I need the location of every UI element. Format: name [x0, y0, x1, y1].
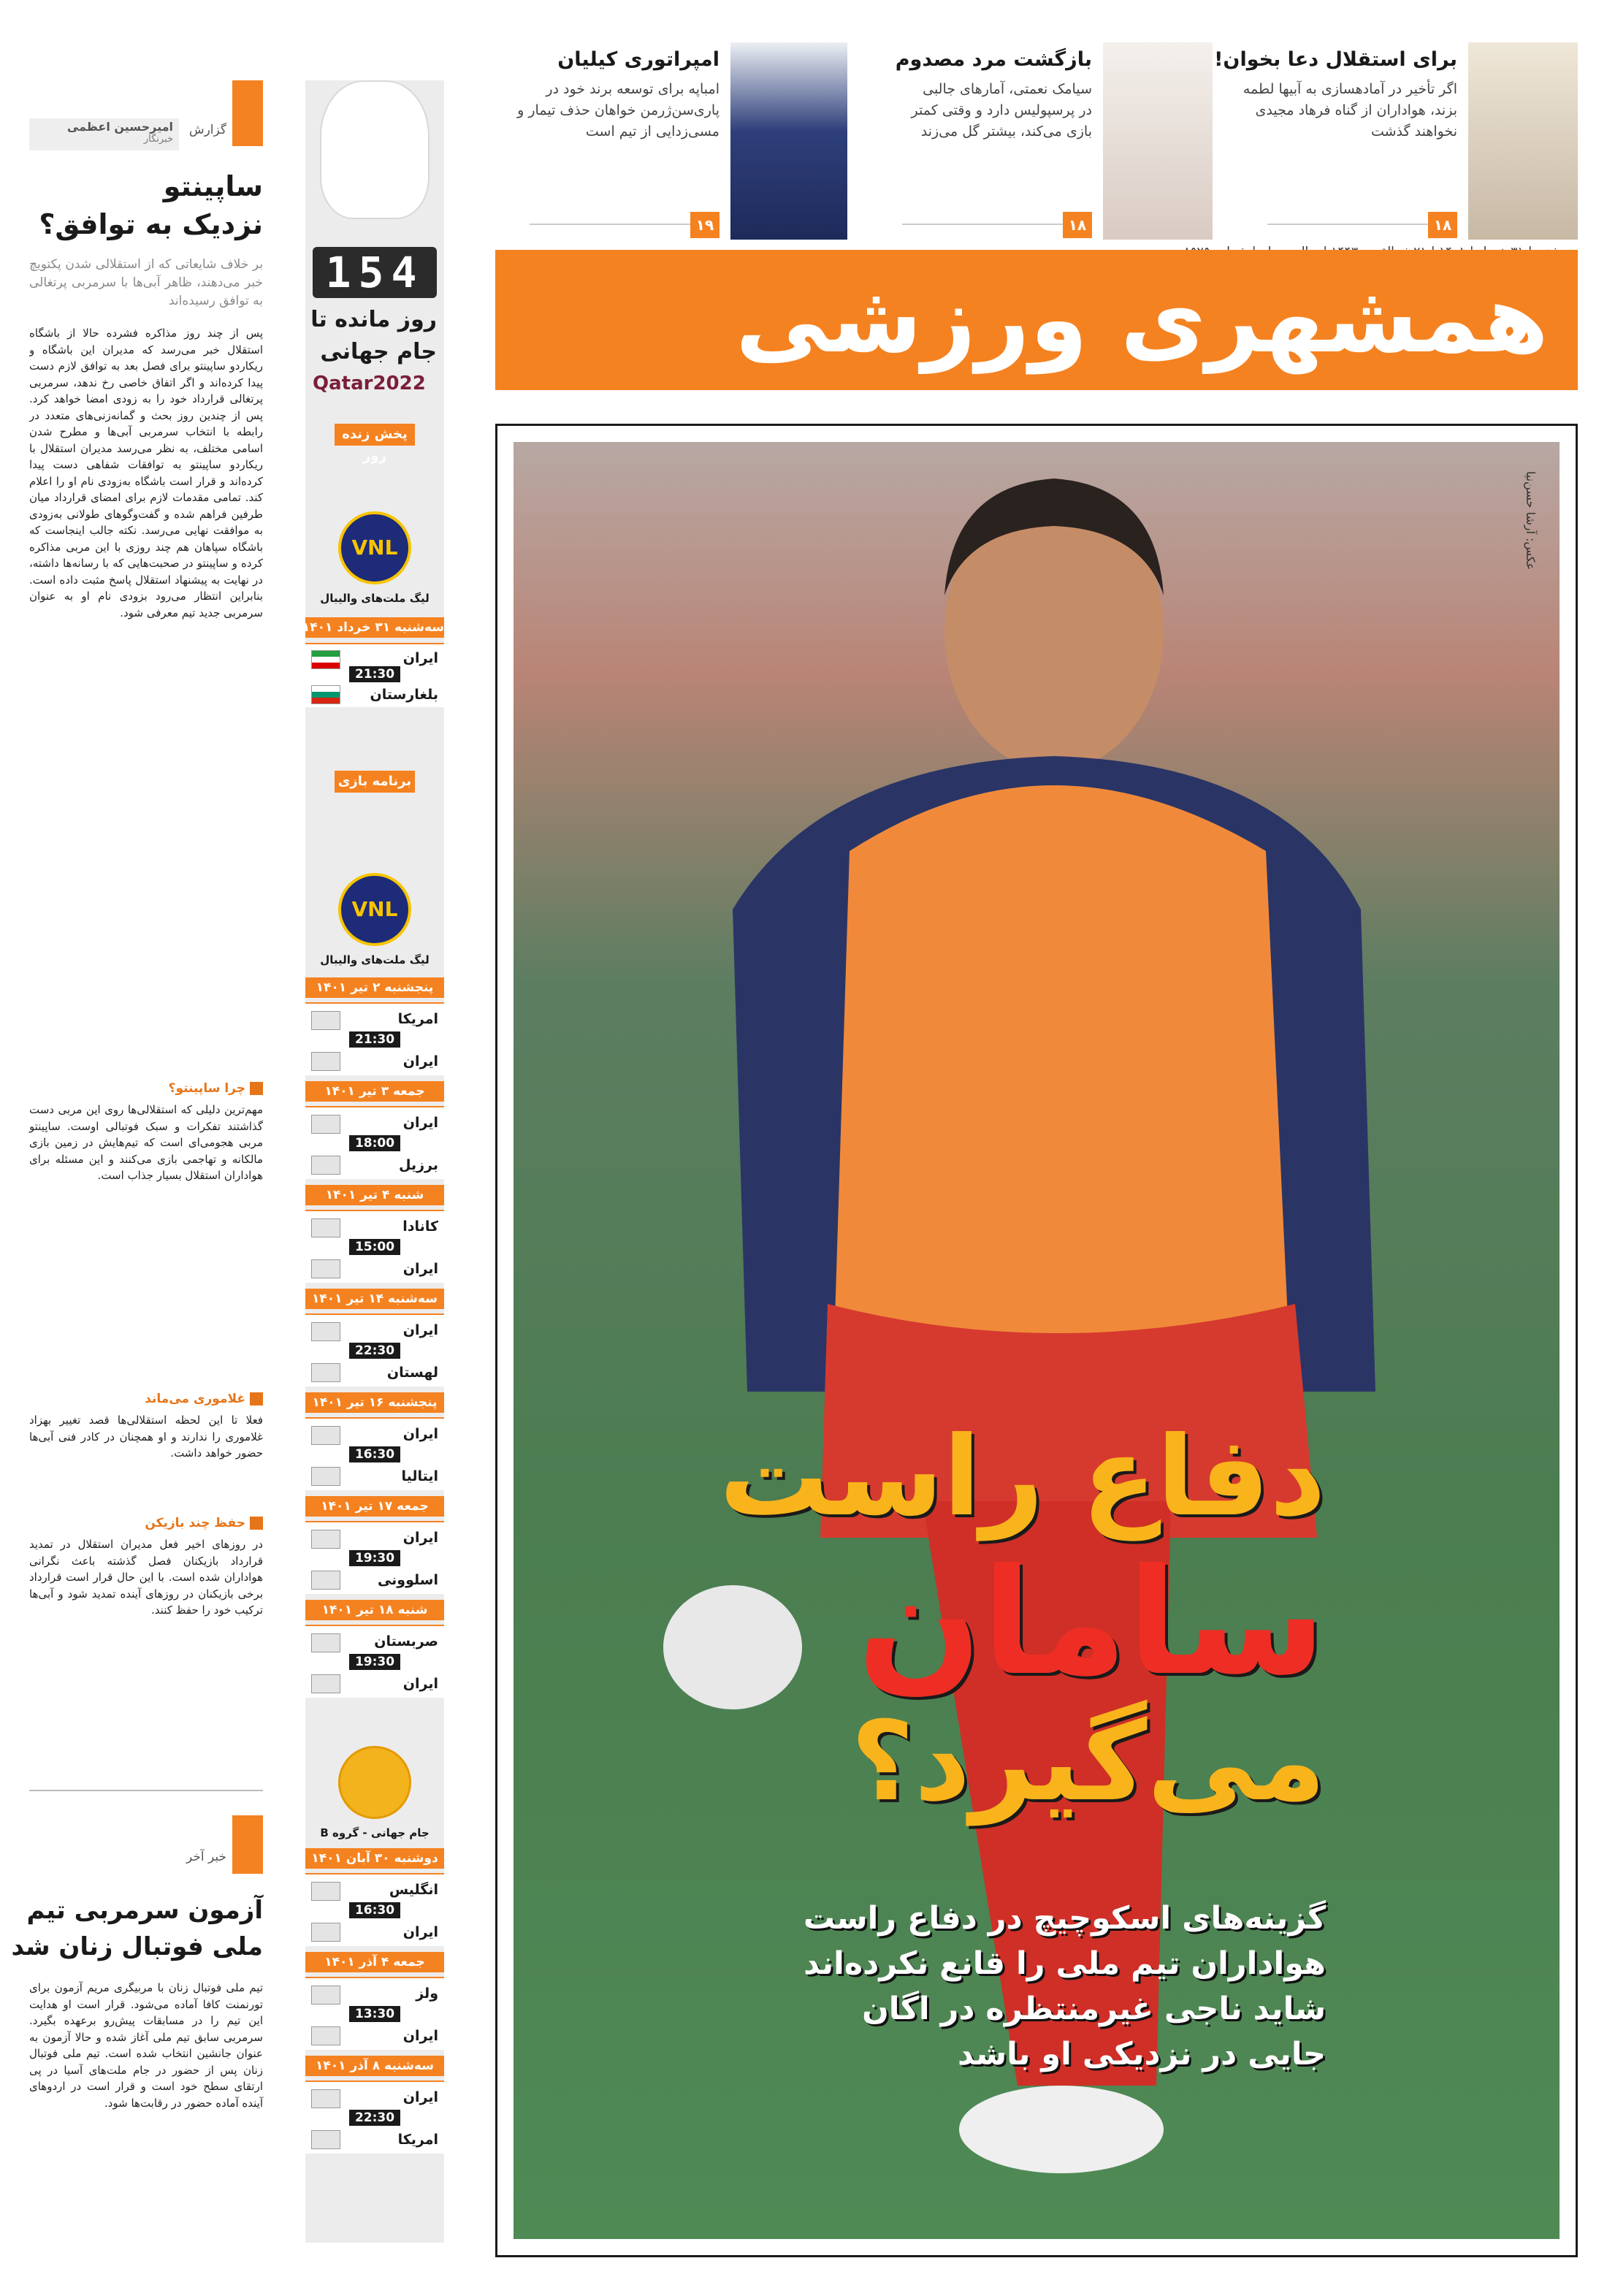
subsection-2-body: فعلا تا این لحظه استقلالی‌ها قصد تغییر بهزاد غلاموری را ندارند و او همچنان در کادر فنی آبی‌ها حضور خواهد داشت.: [29, 1414, 263, 1460]
wc-group-label: جام جهانی - گروه B: [320, 1826, 430, 1839]
teaser-3-line: پاری‌سن‌ژرمن خواهان حذف تیمار و: [517, 102, 719, 118]
match-row: [305, 1106, 444, 1179]
teaser-2-line: سیامک نعمتی، آمارهای جالبی: [923, 81, 1092, 97]
subhead-line: شاید ناجی غیرمنتظره در اگان: [862, 1991, 1326, 2027]
teaser-1-photo: [1468, 42, 1578, 240]
left-column: [11, 80, 263, 2250]
subsection-3: [29, 1516, 263, 1619]
home-flag-icon: [311, 1218, 340, 1237]
home-flag-icon: [311, 1426, 340, 1445]
match-date: سه‌شنبه ۸ آذر ۱۴۰۱: [305, 2056, 444, 2076]
program-label: برنامه بازی: [335, 771, 415, 793]
match-date: پنجشنبه ۲ تیر ۱۴۰۱: [305, 977, 444, 998]
home-flag-icon: [311, 1115, 340, 1134]
subsection-3-title-text: حفظ چند بازیکن: [145, 1516, 245, 1530]
bulgaria-flag-icon: [311, 685, 340, 704]
photo-credit: عکس: آرشا حسن‌نیا: [1524, 471, 1538, 571]
author-box: [29, 118, 179, 150]
article-body: پس از چند روز مذاکره فشرده حالا از باشگاه استقلال خبر می‌رسد که مدیران این باشگاه و ریکاردو ساپینتو برای فصل بعد به توافق لازم دست پیدا کرده‌اند و اگر اتفاق خاصی رخ ندهد، سرمربی پرتغالی قرارداد خود را به زودی امضا خواهد کرد. پس از چندین روز بحث و گمانه‌زنی‌های متعدد در رابطه با انتخاب سرمربی آبی‌ها و مطرح شدن اسامی مختلف، به نظر می‌رسد مدیران استقلال با ریکاردو ساپینتو به توافقات شفاهی دست پیدا کرده‌اند و قرار است باشگاه به‌زودی نام او را اعلام کند. تمامی مقدمات لازم برای امضای قرارداد میان طرفین فراهم شده و گفت‌وگوهای طولانی به‌زودی به موافقت نهایی می‌رسد. نکته جالب اینجاست که باشگاه سپاهان هم چند روزی با این مربی مذاکره کرده و ساپینتو در صحبت‌هایی که با رسانه‌ها داشته، در نهایت به پیشنهاد استقلال پاسخ مثبت داده است. بنابراین انتظار می‌رود بزودی نام او به عنوان سرمربی جدید تیم معرفی شود.: [29, 327, 263, 619]
teaser-2-line: در پرسپولیس دارد و وقتی کمتر: [911, 102, 1092, 118]
live-date: سه‌شنبه ۳۱ خرداد ۱۴۰۱: [305, 617, 444, 638]
news-tag-box: [232, 1815, 263, 1874]
news-body: تیم ملی فوتبال زنان با مربیگری مریم آزمون برای تورنمنت کافا آماده می‌شود. قرار است او هدایت این تیم را در مسابقات پیش‌رو برعهده بگیرد. سرمربی سابق تیم ملی آغاز شده و حالا آزمون به عنوان جانشین انتخاب شده است. تیم ملی فوتبال زنان پس از حضور در جام ملت‌های آسیا در پی ارتقای سطح خود است و قرار است در اردوهای آینده آماده حضور در رقابت‌ها شود.: [29, 1981, 263, 2110]
headline-line-2: سامان: [857, 1538, 1326, 1708]
article-title-1: ساپینتو: [163, 170, 263, 202]
team-away: ایران: [402, 1676, 438, 1692]
subsection-2-title: [29, 1392, 263, 1406]
team-away: اسلوونی: [377, 1572, 438, 1588]
wc-match-list: [305, 1848, 444, 2159]
team-away: بلغارستان: [370, 687, 438, 703]
match-row: [305, 2080, 444, 2154]
vnl-league-name-2: لیگ ملت‌های والیبال: [320, 953, 430, 966]
subsection-2: [29, 1392, 263, 1462]
countdown-digits: 154: [313, 247, 437, 298]
main-story-frame: [495, 424, 1578, 2257]
teaser-2-page: ۱۸: [1063, 212, 1092, 238]
subhead-line: گزینه‌های اسکوچیچ در دفاع راست: [803, 1900, 1326, 1937]
vnl-logo: VNL: [338, 511, 411, 584]
world-cup-logo: [338, 1746, 411, 1819]
match-block[interactable]: [305, 977, 444, 1081]
home-flag-icon: [311, 1633, 340, 1652]
team-home: ایران: [402, 1426, 438, 1442]
match-time: 22:30: [349, 2110, 400, 2126]
article-lead: بر خلاف شایعاتی که از استقلالی شدن پکتویچ خبر می‌دهند، ظاهر آبی‌ها با سرمربی پرتغالی به توافق رسیده‌اند: [29, 257, 263, 308]
team-away: ایران: [402, 1924, 438, 1940]
away-flag-icon: [311, 1052, 340, 1071]
match-date: جمعه ۱۷ تیر ۱۴۰۱: [305, 1496, 444, 1517]
bullet-icon: [250, 1082, 263, 1095]
teaser-1-title: برای استقلال دعا بخوان!: [1214, 48, 1457, 71]
match-block[interactable]: [305, 1289, 444, 1392]
subhead-line: جایی در نزدیکی او باشد: [958, 2036, 1326, 2072]
headline-line-3: می‌گیرد؟: [850, 1698, 1326, 1826]
vnl-league-name: لیگ ملت‌های والیبال: [320, 592, 430, 605]
qatar-wordmark: Qatar2022: [313, 373, 426, 394]
match-block[interactable]: [305, 1081, 444, 1185]
home-flag-icon: [311, 1530, 340, 1549]
team-away: ایران: [402, 1053, 438, 1069]
teaser-3-title: امپراتوری کیلیان: [557, 48, 719, 71]
article-title-2: نزدیک به توافق؟: [39, 208, 263, 240]
team-home: ایران: [402, 1530, 438, 1546]
author-role: خبرنگار: [143, 134, 173, 145]
team-home: کانادا: [402, 1218, 438, 1235]
live-label: پخش زنده روز: [335, 424, 415, 446]
vnl-logo-2: VNL: [338, 873, 411, 946]
home-flag-icon: [311, 1986, 340, 2005]
team-home: ولز: [416, 1986, 438, 2002]
team-away: ایتالیا: [401, 1468, 438, 1484]
match-time: 19:30: [349, 1550, 400, 1566]
match-time: 16:30: [349, 1902, 400, 1918]
away-flag-icon: [311, 2130, 340, 2149]
subhead-line: هواداران تیم ملی را قانع نکرده‌اند: [804, 1945, 1326, 1982]
match-time: 22:30: [349, 1343, 400, 1359]
teaser-3-body: [500, 79, 719, 142]
ball: [663, 1585, 802, 1709]
away-flag-icon: [311, 1467, 340, 1486]
away-flag-icon: [311, 1923, 340, 1942]
match-date: شنبه ۴ تیر ۱۴۰۱: [305, 1185, 444, 1205]
home-flag-icon: [311, 2089, 340, 2108]
teaser-1-line: اگر تأخیر در آمادهسازی به آبیها لطمه: [1243, 81, 1457, 97]
divider: [29, 1790, 263, 1791]
teaser-2-photo: [1103, 42, 1213, 240]
home-flag-icon: [311, 1322, 340, 1341]
team-home: صربستان: [374, 1633, 438, 1649]
subhead: [804, 1896, 1326, 2077]
match-time: 18:00: [349, 1135, 400, 1151]
vnl-match-list: [305, 977, 444, 1704]
match-time: 21:30: [349, 666, 400, 682]
match-time: 19:30: [349, 1654, 400, 1670]
match-time: 21:30: [349, 1031, 400, 1048]
match-row: [305, 1417, 444, 1490]
live-match[interactable]: [305, 643, 444, 707]
bullet-icon: [250, 1517, 263, 1530]
teaser-3-line: امباپه برای توسعه برند خود در: [546, 81, 719, 97]
subsection-3-body: در روزهای اخیر فعل مدیران استقلال در تمدید قرارداد بازیکنان فصل گذشته باعث نگرانی هواداران شده است. با این حال قرار است قرارداد برخی بازیکنان در روزهای آینده تمدید شود و آبی‌ها ترکیب خود را حفظ کنند.: [29, 1538, 263, 1617]
match-row: [305, 1521, 444, 1594]
team-away: برزیل: [399, 1157, 438, 1173]
match-block[interactable]: [305, 1600, 444, 1704]
teaser-1[interactable]: [1214, 42, 1578, 240]
match-row: [305, 1977, 444, 2050]
team-home: انگلیس: [389, 1882, 438, 1898]
team-home: ایران: [402, 1115, 438, 1131]
news-tag: خبر آخر: [186, 1850, 226, 1864]
away-flag-icon: [311, 1571, 340, 1590]
teaser-3-page: ۱۹: [690, 212, 719, 238]
countdown-line-2: جام جهانی: [320, 339, 437, 365]
home-flag-icon: [311, 1882, 340, 1901]
match-date: شنبه ۱۸ تیر ۱۴۰۱: [305, 1600, 444, 1620]
subsection-1: [29, 1081, 263, 1184]
headline-line-1: دفاع راست: [719, 1414, 1326, 1541]
teaser-2-body: [873, 79, 1092, 142]
subsection-3-title: [29, 1516, 263, 1530]
match-date: جمعه ۳ تیر ۱۴۰۱: [305, 1081, 444, 1102]
team-home: ایران: [402, 2089, 438, 2105]
match-date: جمعه ۴ آذر ۱۴۰۱: [305, 1952, 444, 1972]
home-flag-icon: [311, 1011, 340, 1030]
teaser-3-line: مسی‌زدایی از تیم است: [585, 123, 719, 140]
match-row: [305, 1625, 444, 1698]
match-block[interactable]: [305, 1392, 444, 1496]
team-home: ایران: [402, 1322, 438, 1338]
schedule-column: [302, 80, 444, 2243]
team-away: لهستان: [386, 1365, 438, 1381]
match-time: 13:30: [349, 2006, 400, 2022]
author-name: امیرحسین اعظمی: [66, 120, 173, 134]
away-flag-icon: [311, 2026, 340, 2045]
away-flag-icon: [311, 1674, 340, 1693]
masthead-title: همشهری ورزشی: [735, 265, 1549, 374]
teaser-2-line: بازی می‌کند، بیشتر گل می‌زند: [920, 123, 1092, 140]
teaser-1-body: [1238, 79, 1457, 142]
teaser-1-line: بزند، هواداران از گناه فرهاد مجیدی: [1255, 102, 1457, 118]
report-tag: گزارش: [188, 123, 226, 137]
main-photo: [514, 442, 1560, 2239]
teaser-3[interactable]: [497, 42, 847, 240]
report-tag-box: [232, 80, 263, 146]
subsection-1-title: [29, 1081, 263, 1096]
team-home: ایران: [402, 650, 438, 666]
match-row: [305, 1313, 444, 1387]
subsection-2-title-text: غلاموری می‌ماند: [145, 1392, 245, 1406]
match-block[interactable]: [305, 2056, 444, 2159]
teaser-strip: [497, 42, 1578, 240]
player-boot: [959, 2086, 1164, 2173]
match-row: [305, 1002, 444, 1075]
match-block[interactable]: [305, 1496, 444, 1600]
mascot-illustration: [320, 80, 430, 219]
match-time: 16:30: [349, 1446, 400, 1462]
news-title-1: آزمون سرمربی تیم: [26, 1896, 263, 1925]
match-date: سه‌شنبه ۱۴ تیر ۱۴۰۱: [305, 1289, 444, 1309]
teaser-2[interactable]: [869, 42, 1213, 240]
match-row: [305, 1210, 444, 1283]
subsection-1-title-text: چرا ساپینتو؟: [168, 1081, 245, 1096]
match-block[interactable]: [305, 1185, 444, 1289]
bullet-icon: [250, 1392, 263, 1406]
team-away: ایران: [402, 1261, 438, 1277]
iran-flag-icon: [311, 650, 340, 669]
team-away: ایران: [402, 2028, 438, 2044]
teaser-1-page: ۱۸: [1428, 212, 1457, 238]
team-away: امریکا: [397, 2132, 438, 2148]
countdown-line-1: روز مانده تا: [310, 307, 437, 332]
match-block[interactable]: [305, 1952, 444, 2056]
player-bib: [835, 785, 1288, 1348]
teaser-2-title: بازگشت مرد مصدوم: [895, 48, 1092, 71]
match-date: دوشنبه ۳۰ آبان ۱۴۰۱: [305, 1848, 444, 1869]
masthead: [495, 250, 1578, 390]
news-title-2: ملی فوتبال زنان شد: [11, 1932, 263, 1961]
match-row: [305, 1873, 444, 1946]
subsection-1-body: مهم‌ترین دلیلی که استقلالی‌ها روی این مربی دست گذاشتند تفکرات و سبک فوتبالی اوست. ساپینتو مربی هجومی‌ای است که تیم‌هایش در زمین بازی مالکانه و تهاجمی بازی می‌کنند و این مسئله برای هواداران استقلال بسیار جذاب است.: [29, 1103, 263, 1182]
teaser-1-line: نخواهند گذشت: [1370, 123, 1457, 140]
away-flag-icon: [311, 1259, 340, 1278]
teaser-3-photo: [730, 42, 847, 240]
away-flag-icon: [311, 1363, 340, 1382]
team-home: امریکا: [397, 1011, 438, 1027]
match-time: 15:00: [349, 1239, 400, 1255]
match-date: پنجشنبه ۱۶ تیر ۱۴۰۱: [305, 1392, 444, 1413]
match-block[interactable]: [305, 1848, 444, 1952]
away-flag-icon: [311, 1156, 340, 1175]
